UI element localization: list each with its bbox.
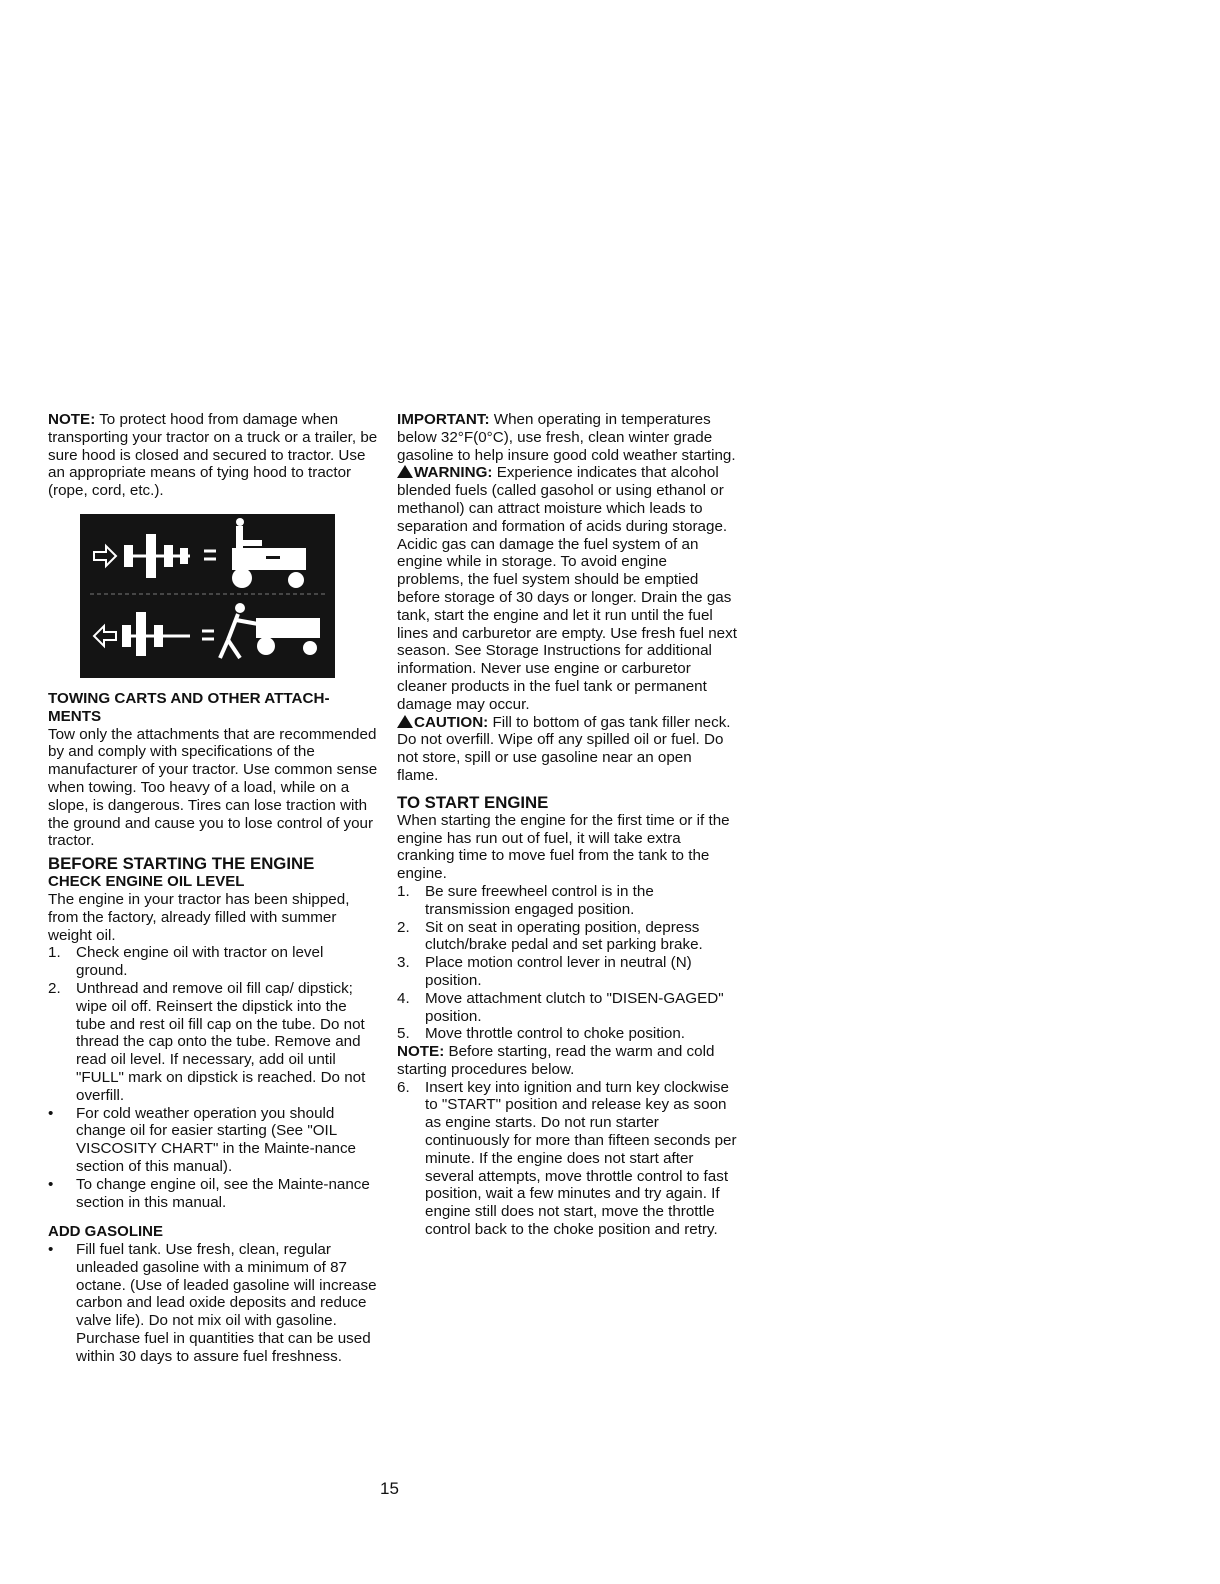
- freewheel-diagram-svg: [80, 514, 335, 678]
- start-steps-list: [397, 883, 737, 1043]
- gasoline-bullets-list: [48, 1241, 378, 1366]
- freewheel-diagram: [80, 514, 335, 678]
- page-number: 15: [380, 1479, 399, 1498]
- oil-level-heading: CHECK ENGINE OIL LEVEL: [48, 873, 245, 891]
- caution-label: CAUTION:: [414, 713, 489, 731]
- towing-heading: TOWING CARTS AND OTHER ATTACH-MENTS: [48, 689, 330, 725]
- list-item: • For cold weather operation you should change oil for easier starting (See "OIL VISCOSITY CHART" in the Mainte-nance section of this manual).: [48, 1104, 357, 1175]
- list-item: 5. Move throttle control to choke position.: [397, 1025, 686, 1043]
- gasoline-heading: ADD GASOLINE: [48, 1223, 164, 1241]
- list-item: 2. Sit on seat in operating position, depress clutch/brake pedal and set parking brake.: [397, 918, 703, 954]
- list-item: 2. Unthread and remove oil fill cap/ dipstick; wipe oil off. Reinsert the dipstick into the tube and rest oil fill cap on the tube. Do not thread the cap onto the tube. Remove and read oil level. If necessary, add oil until "FULL" mark on dipstick is reached. Do not overfill.: [48, 979, 366, 1104]
- list-item: • To change engine oil, see the Mainte-nance section in this manual.: [48, 1175, 370, 1211]
- warning-note: [397, 464, 737, 713]
- caution-note: [397, 714, 737, 785]
- before-starting-heading: BEFORE STARTING THE ENGINE: [48, 854, 315, 874]
- hood-note-label: NOTE:: [48, 411, 96, 428]
- list-item: 6. Insert key into ignition and turn key clockwise to "START" position and release key as soon as engine starts. Do not run starter continuously for more than fifteen seconds per minute. If the engine does not start after several attempts, move throttle control to fast position, wait a few minutes and try again. If engine still does not start, move the throttle control back to the choke position and retry.: [397, 1078, 737, 1239]
- towing-text: Tow only the attachments that are recommended by and comply with specifications of the manufacturer of your tractor. Use common sense when towing. Too heavy of a load, while on a slope, is dangerous. Tires can lose traction with the ground and cause you to lose control of your tractor.: [48, 725, 378, 850]
- list-item: • Fill fuel tank. Use fresh, clean, regular unleaded gasoline with a minimum of 87 octane. (Use of leaded gasoline will increase carbon and lead oxide deposits and reduce valve life). Do not mix oil with gasoline. Purchase fuel in quantities that can be used within 30 days to assure fuel freshness.: [48, 1241, 377, 1365]
- warning-triangle-icon: [397, 465, 413, 478]
- arrow-left-icon: [94, 626, 116, 646]
- start-steps-list-2: [397, 1079, 737, 1239]
- warning-text: Experience indicates that alcohol blended fuels (called gasohol or using ethanol or methanol) can attract moisture which leads to separation and formation of acids during storage. Acidic gas can damage the fuel system of an engine while in storage. To avoid engine problems, the fuel system should be emptied before storage of 30 days or longer. Drain the gas tank, start the engine and let it run until the fuel lines and carburetor are empty. Use fresh fuel next season. See Storage Instructions for additional information. Never use engine or carburetor cleaner products in the fuel tank or permanent damage may occur.: [397, 464, 737, 713]
- important-note: [397, 411, 737, 464]
- start-intro: When starting the engine for the first time or if the engine has run out of fuel, it will take extra cranking time to move fuel from the tank to the engine.: [397, 811, 730, 883]
- tractor-driving-icon: [232, 518, 306, 588]
- list-item: 4. Move attachment clutch to "DISEN-GAGED" position.: [397, 989, 724, 1025]
- lever-engaged-icon: [126, 536, 190, 576]
- warning-label: WARNING:: [414, 464, 493, 482]
- warm-cold-note: [397, 1043, 737, 1079]
- list-item: 3. Place motion control lever in neutral (N) position.: [397, 954, 692, 989]
- hood-note-text: To protect hood from damage when transporting your tractor on a truck or a trailer, be sure hood is closed and secured to tractor. Use an appropriate means of tying hood to tractor (rope, cord, etc.).: [48, 411, 378, 500]
- equals-icon-2: [202, 631, 214, 639]
- start-engine-heading: TO START ENGINE: [397, 792, 549, 812]
- oil-steps-list: [48, 944, 378, 1104]
- list-item: 1. Check engine oil with tractor on level ground.: [48, 944, 324, 980]
- right-column: [397, 411, 737, 1239]
- oil-bullets-list: [48, 1105, 378, 1212]
- hood-note: [48, 411, 378, 500]
- caution-text: Fill to bottom of gas tank filler neck. Do not overfill. Wipe off any spilled oil or fuel. Do not store, spill or use gasoline near an open flame.: [397, 713, 731, 784]
- caution-triangle-icon: [397, 715, 413, 728]
- oil-intro: The engine in your tractor has been shipped, from the factory, already filled with summer weight oil.: [48, 890, 350, 944]
- warm-cold-note-text: Before starting, read the warm and cold starting procedures below.: [397, 1043, 715, 1078]
- arrow-right-icon: [94, 546, 116, 566]
- equals-icon: [204, 551, 216, 559]
- left-column: [48, 411, 378, 1366]
- important-label: IMPORTANT:: [397, 411, 490, 428]
- important-text: When operating in temperatures below 32°F(0°C), use fresh, clean winter grade gasoline to help insure good cold weather starting.: [397, 411, 736, 464]
- list-item: 1. Be sure freewheel control is in the transmission engaged position.: [397, 882, 654, 918]
- lever-disengaged-icon: [124, 614, 190, 654]
- person-pushing-tractor-icon: [220, 603, 320, 658]
- warm-cold-note-label: NOTE:: [397, 1043, 445, 1061]
